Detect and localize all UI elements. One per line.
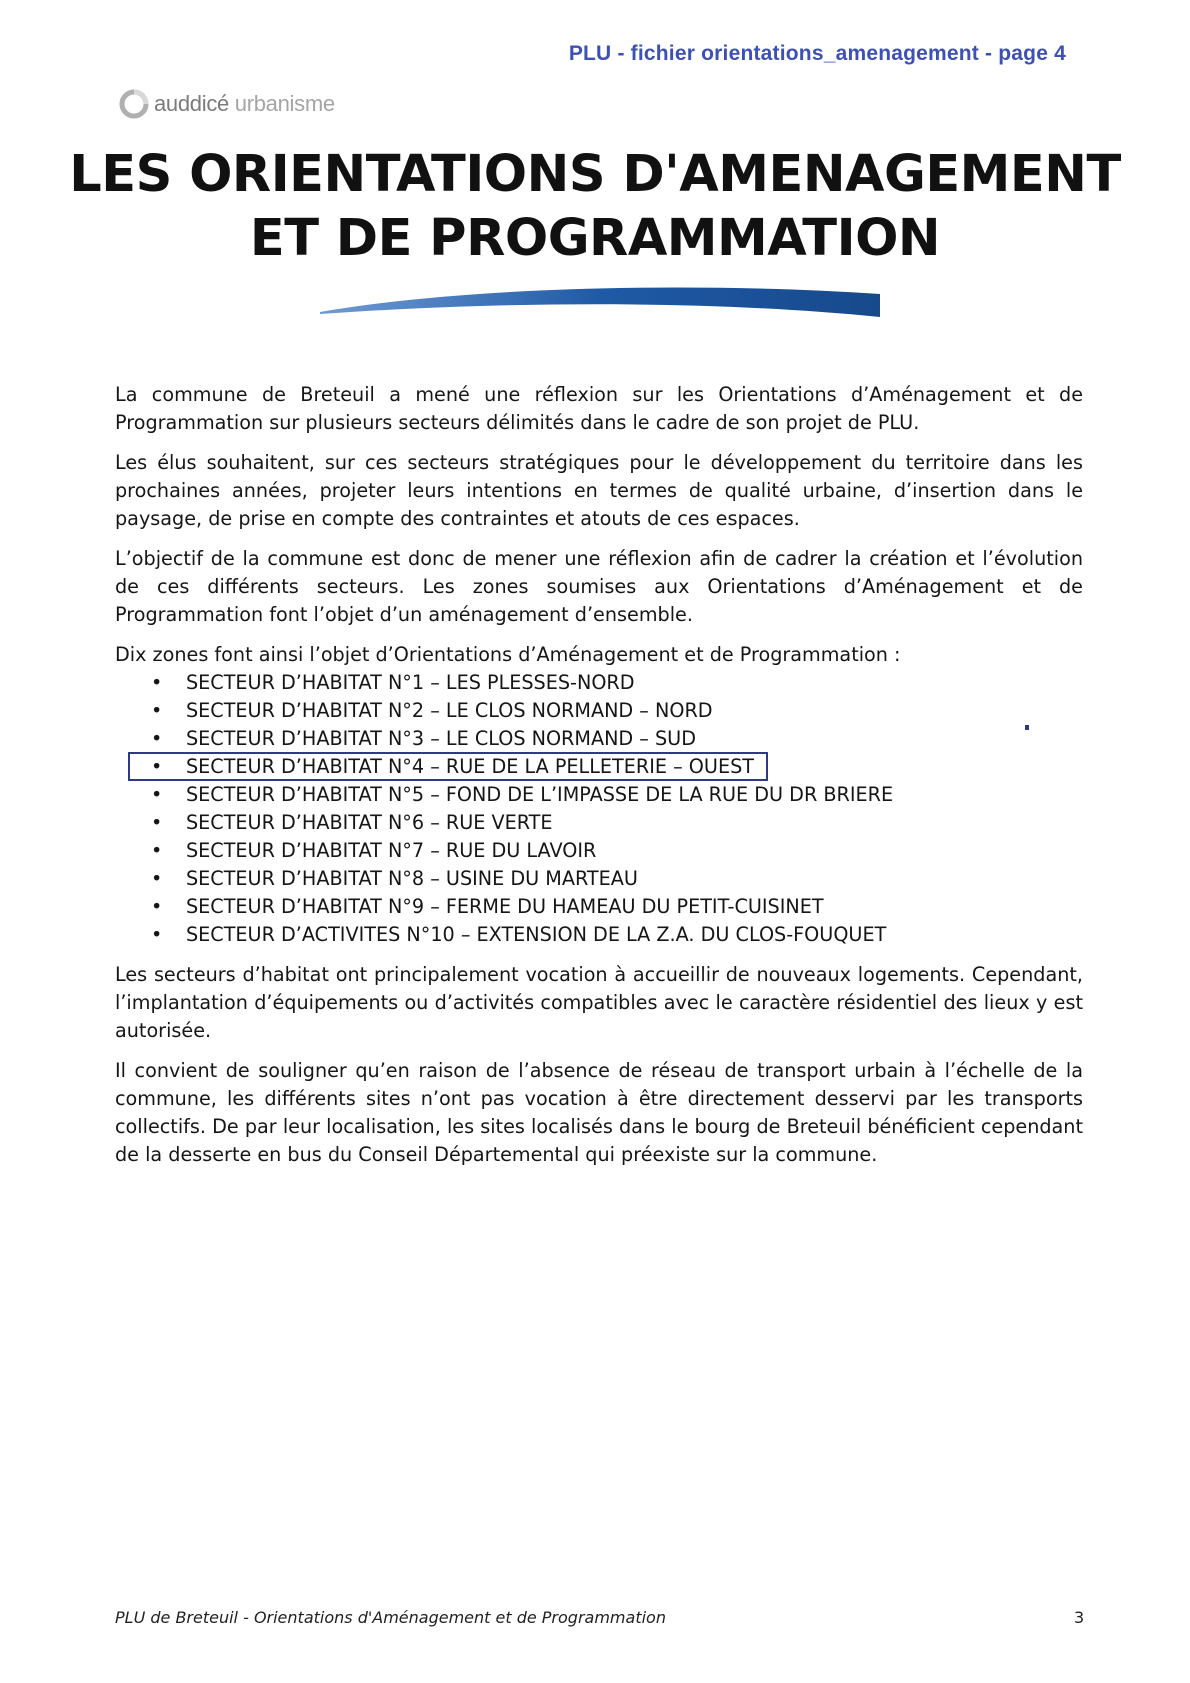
header-note: PLU - fichier orientations_amenagement - page 4 (568, 42, 1066, 65)
bullet-icon: • (151, 867, 163, 890)
zones-list (115, 669, 1083, 949)
paragraph-objectif: L’objectif de la commune est donc de mener une réflexion afin de cadrer la création et l’évolution de ces différents secteurs. Les zones soumises aux Orientations d’Aménagement et de Programmation font l’objet d’un aménagement d’ensemble. (115, 547, 1083, 626)
zone-label: SECTEUR D’HABITAT N°7 – RUE DU LAVOIR (186, 839, 597, 862)
bullet-icon: • (151, 755, 163, 778)
auddice-logo-icon (118, 88, 150, 120)
zone-label: SECTEUR D’HABITAT N°9 – FERME DU HAMEAU DU PETIT-CUISINET (186, 895, 824, 918)
list-item (115, 669, 1083, 697)
bullet-icon: • (151, 923, 163, 946)
list-item (115, 837, 1083, 865)
page-title-line-2: ET DE PROGRAMMATION (249, 209, 941, 268)
bullet-icon: • (151, 811, 163, 834)
page-title-line-1: LES ORIENTATIONS D'AMENAGEMENT (69, 145, 1121, 204)
page-number: 3 (1074, 1608, 1085, 1627)
page-title (0, 143, 1190, 271)
zone-label: SECTEUR D’HABITAT N°1 – LES PLESSES-NORD (186, 671, 635, 694)
stray-mark (1025, 725, 1029, 730)
logo-suffix: urbanisme (234, 91, 335, 116)
list-item (115, 865, 1083, 893)
bullet-icon: • (151, 783, 163, 806)
bullet-icon: • (151, 671, 163, 694)
zone-label: SECTEUR D’HABITAT N°6 – RUE VERTE (186, 811, 553, 834)
zone-label: SECTEUR D’HABITAT N°4 – RUE DE LA PELLETERIE – OUEST (186, 755, 754, 778)
zone-label: SECTEUR D’HABITAT N°2 – LE CLOS NORMAND – NORD (186, 699, 713, 722)
logo-brand: auddicé (154, 91, 229, 116)
list-item (115, 697, 1083, 725)
zone-label: SECTEUR D’HABITAT N°8 – USINE DU MARTEAU (186, 867, 638, 890)
paragraph-elus: Les élus souhaitent, sur ces secteurs stratégiques pour le développement du territoire dans les prochaines années, projeter leurs intentions en termes de qualité urbaine, d’insertion dans le paysage, de prise en compte des contraintes et atouts de ces espaces. (115, 451, 1083, 530)
list-item (115, 809, 1083, 837)
list-item-highlighted (115, 753, 1083, 781)
zone-label: SECTEUR D’HABITAT N°3 – LE CLOS NORMAND – SUD (186, 727, 696, 750)
title-swoosh-decoration (320, 278, 880, 323)
paragraph-habitat: Les secteurs d’habitat ont principalement vocation à accueillir de nouveaux logements. Cependant, l’implantation d’équipements ou d’activités compatibles avec le caractère résidentiel des lieux y est autorisée. (115, 963, 1083, 1042)
logo-text (154, 91, 335, 117)
paragraph-intro: La commune de Breteuil a mené une réflexion sur les Orientations d’Aménagement et de Programmation sur plusieurs secteurs délimités dans le cadre de son projet de PLU. (115, 383, 1083, 434)
body-content (115, 381, 1083, 1181)
zone-label: SECTEUR D’HABITAT N°5 – FOND DE L’IMPASSE DE LA RUE DU DR BRIERE (186, 783, 894, 806)
logo (118, 88, 335, 120)
list-item (115, 921, 1083, 949)
paragraph-transport: Il convient de souligner qu’en raison de l’absence de réseau de transport urbain à l’échelle de la commune, les différents sites n’ont pas vocation à être directement desservi par les transports collectifs. De par leur localisation, les sites localisés dans le bourg de Breteuil bénéficient cependant de la desserte en bus du Conseil Départemental qui préexiste sur la commune. (115, 1059, 1083, 1166)
list-item (115, 893, 1083, 921)
bullet-icon: • (151, 727, 163, 750)
footer-title: PLU de Breteuil - Orientations d'Aménagement et de Programmation (115, 1608, 666, 1627)
bullet-icon: • (151, 699, 163, 722)
list-item (115, 781, 1083, 809)
zone-label: SECTEUR D’ACTIVITES N°10 – EXTENSION DE LA Z.A. DU CLOS-FOUQUET (186, 923, 887, 946)
bullet-icon: • (151, 895, 163, 918)
zones-intro: Dix zones font ainsi l’objet d’Orientations d’Aménagement et de Programmation : (115, 643, 901, 666)
bullet-icon: • (151, 839, 163, 862)
list-item (115, 725, 1083, 753)
